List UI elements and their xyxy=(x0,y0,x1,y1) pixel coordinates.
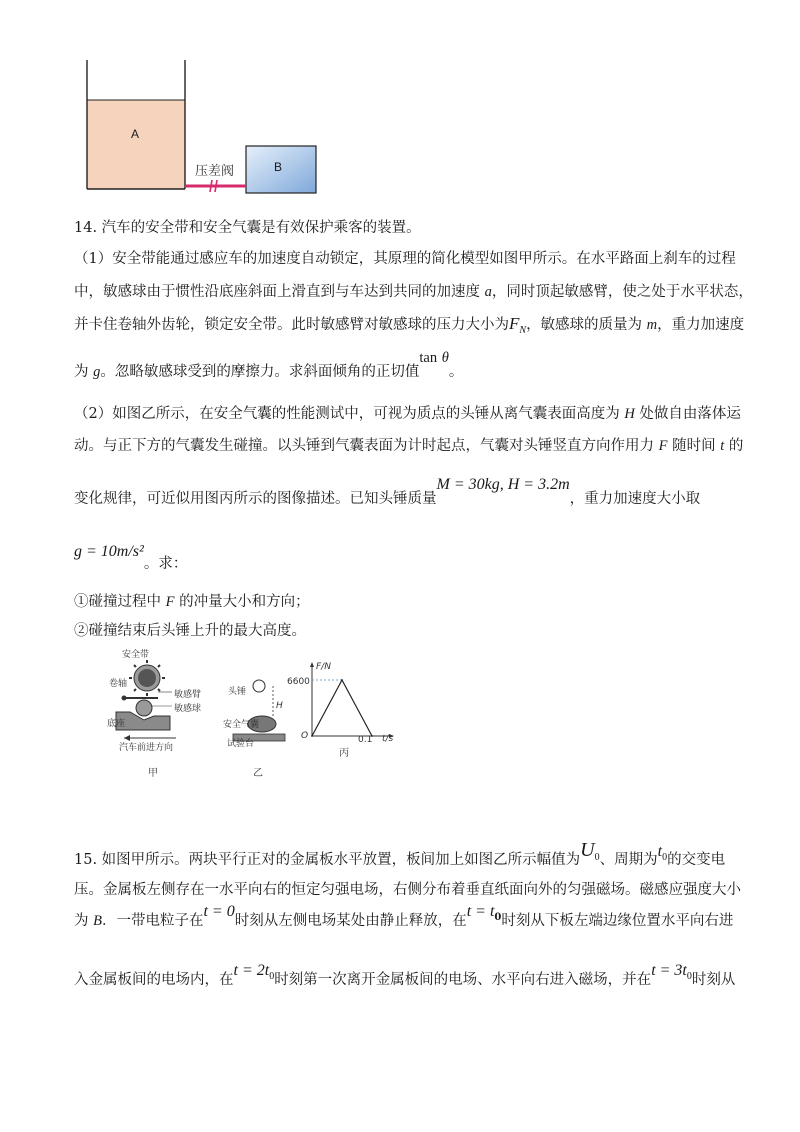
q14-sub1: ①碰撞过程中 F 的冲量大小和方向； xyxy=(74,594,310,610)
caption-yi: 乙 xyxy=(253,768,263,779)
q14-sub2: ②碰撞结束后头锤上升的最大高度。 xyxy=(74,623,306,639)
chart-origin: O xyxy=(301,731,309,741)
q14-part2-line3 xyxy=(74,476,701,509)
chart-x-tick-01: 0.1 xyxy=(358,735,373,745)
var-H: H xyxy=(624,406,635,422)
q14-part2-line2-c: 的 xyxy=(724,438,744,454)
time-2t0: $t = 2t_0$ xyxy=(233,962,275,982)
valve-label: 压差阀 xyxy=(195,164,235,179)
valve-mark-2 xyxy=(215,180,217,192)
chart-point xyxy=(341,679,343,681)
q14-part1-line2 xyxy=(74,282,753,302)
q15-line2: 压。金属板左侧存在一水平向右的恒定匀强电场，右侧分布着垂直纸面向外的匀强磁场。磁感应强度大小 xyxy=(74,882,741,898)
label-test-platform: 试验台 xyxy=(227,739,255,749)
time-t0: $t = t_0$ xyxy=(466,903,502,923)
gear-icon xyxy=(129,660,165,696)
var-m: m xyxy=(646,317,658,333)
var-U0: $U_0$ xyxy=(580,839,600,863)
label-height: H xyxy=(276,701,283,711)
var-N-sub: N xyxy=(519,324,527,336)
tan-theta: tan θ xyxy=(419,350,449,366)
var-F: F xyxy=(509,314,520,333)
q14-part1-line2-b: ，同时顶起敏感臂，使之处于水平状态， xyxy=(491,284,753,300)
tank-a-fill xyxy=(87,100,185,189)
figure-jia xyxy=(110,646,220,746)
var-t: t xyxy=(720,438,725,454)
time-zero: t = 0 xyxy=(203,903,235,920)
q14-part2-line1-b: 处做自由落体运 xyxy=(634,406,741,422)
q14-part2-line3-b: ，重力加速度大小取 xyxy=(569,491,701,507)
chart-series-line xyxy=(312,680,372,736)
q14-part2-line2-a: 动。与正下方的气囊发生碰撞。以头锤到气囊表面为计时起点，气囊对头锤竖直方向作用力 xyxy=(74,438,659,454)
var-a: a xyxy=(484,284,492,300)
chart-x-label: t/s xyxy=(382,734,394,744)
var-g: g xyxy=(93,364,101,380)
label-sensitive-ball: 敏感球 xyxy=(174,704,202,714)
chart-y-tick-6600: 6600 xyxy=(287,677,310,687)
q14-part1-line3-a: 并卡住卷轴外齿轮，锁定安全带。此时敏感臂对敏感球的压力大小为 xyxy=(74,317,509,333)
sensitive-ball xyxy=(136,700,152,716)
q14-intro: 14. 汽车的安全带和安全气囊是有效保护乘客的装置。 xyxy=(74,220,421,236)
q14-part2-line2-b: 随时间 xyxy=(667,438,721,454)
q14-part1-line1: （1）安全带能通过感应车的加速度自动锁定，其原理的简化模型如图甲所示。在水平路面上刹车的过程 xyxy=(74,251,736,267)
q14-part1-line4 xyxy=(74,350,464,382)
label-direction: 汽车前进方向 xyxy=(119,743,174,753)
valve-mark-1 xyxy=(210,180,212,192)
q14-part1-line4-b: 。忽略敏感球受到的摩擦力。求斜面倾角的正切值 xyxy=(100,364,420,380)
chart-y-axis-arrow xyxy=(310,662,314,667)
label-base: 底座 xyxy=(107,719,126,729)
arm-pivot xyxy=(122,696,127,701)
q14-part2-line4-b: 。求： xyxy=(143,556,188,572)
chart-y-label: F/N xyxy=(316,662,331,672)
q14-part1-line3-b: ，敏感球的质量为 xyxy=(526,317,647,333)
label-airbag: 安全气囊 xyxy=(223,720,260,730)
label-reel: 卷轴 xyxy=(109,679,128,689)
caption-jia: 甲 xyxy=(148,768,158,779)
tank-b-label: B xyxy=(274,160,283,174)
var-F3: F xyxy=(165,594,175,610)
q14-part2-line1-a: （2）如图乙所示，在安全气囊的性能测试中，可视为质点的头锤从离气囊表面高度为 xyxy=(74,406,625,422)
q14-part2-line3-a: 变化规律，可近似用图丙所示的图像描述。已知头锤质量 xyxy=(74,491,437,507)
mass-height-formula: M = 30kg, H = 3.2m xyxy=(436,476,570,493)
label-sensitive-arm: 敏感臂 xyxy=(174,690,202,700)
q14-part1-end: 。 xyxy=(448,364,464,380)
q14-part1-line3-c: ，重力加速度 xyxy=(657,317,745,333)
var-t0: $t_0$ xyxy=(657,843,668,863)
var-F2: F xyxy=(658,438,668,454)
q14-part1-line4-a: 为 xyxy=(74,364,94,380)
time-3t0: $t = 3t_0$ xyxy=(651,962,692,982)
caption-bing: 丙 xyxy=(339,748,349,759)
q14-part1-line3 xyxy=(74,314,744,341)
label-seatbelt: 安全带 xyxy=(122,650,150,660)
chart-point xyxy=(311,735,313,737)
q15-line1: 15. 如图甲所示。两块平行正对的金属板水平放置，板间加上如图乙所示幅值为$U_0$、周期为$t_0$的交变电 xyxy=(74,839,726,868)
var-B: B xyxy=(93,913,102,929)
q15-line3: 为 B．一带电粒子在t = 0时刻从左侧电场某处由静止释放，在$t = t_0$时刻从下板左端边缘位置水平向右进 xyxy=(74,903,734,929)
gravity-formula: g = 10m/s² xyxy=(74,543,144,560)
label-head-hammer: 头锤 xyxy=(228,687,247,697)
q14-part2-line1 xyxy=(74,404,741,424)
tank-a-label: A xyxy=(131,127,140,141)
head-hammer xyxy=(253,680,265,692)
q14-part2-line4 xyxy=(74,542,188,572)
q14-part1-line2-a: 中，敏感球由于惯性沿底座斜面上滑直到与车达到共同的加速度 xyxy=(74,284,485,300)
q15-line4: 入金属板间的电场内，在$t = 2t_0$时刻第一次离开金属板间的电场、水平向右进入磁场，并在$t = 3t_0$时刻从 xyxy=(74,962,736,988)
q14-part2-line2 xyxy=(74,436,743,456)
